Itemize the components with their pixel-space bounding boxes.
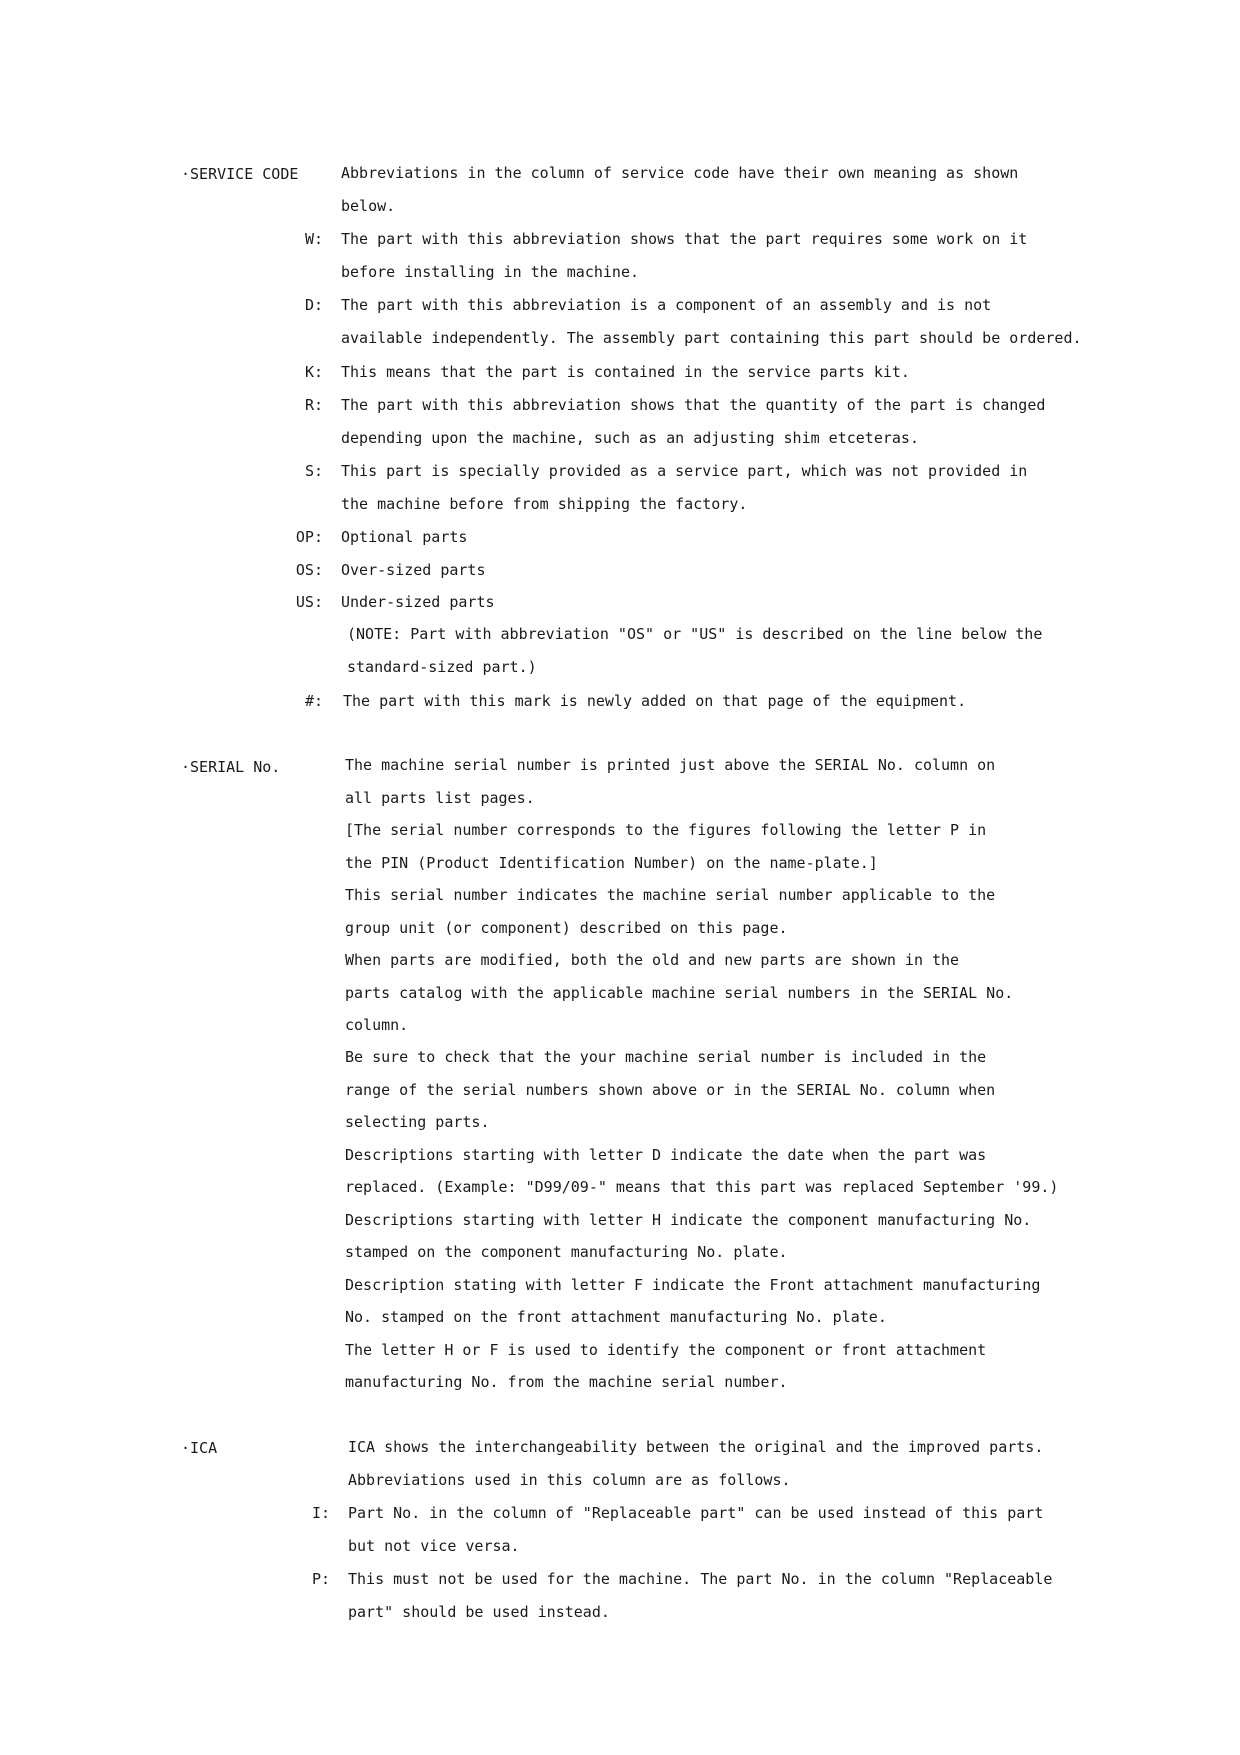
abbr-s-desc-2: the machine before from shipping the factory. xyxy=(341,495,748,513)
abbr-i-desc-1: Part No. in the column of "Replaceable part" can be used instead of this part xyxy=(348,1504,1044,1522)
abbr-i: I: xyxy=(311,1504,330,1522)
abbr-i-desc-2: but not vice versa. xyxy=(348,1537,520,1555)
abbr-os: OS: xyxy=(295,561,323,579)
note-line-2: standard-sized part.) xyxy=(347,658,537,676)
abbr-p-desc-1: This must not be used for the machine. The part No. in the column "Replaceable xyxy=(348,1570,1053,1588)
serial-line-3: [The serial number corresponds to the figures following the letter P in xyxy=(345,821,987,839)
abbr-us-desc: Under-sized parts xyxy=(341,593,495,611)
serial-line-13: Descriptions starting with letter D indicate the date when the part was xyxy=(345,1146,987,1164)
note-line-1: (NOTE: Part with abbreviation "OS" or "US" is described on the line below the xyxy=(347,625,1043,643)
serial-line-8: parts catalog with the applicable machine serial numbers in the SERIAL No. xyxy=(345,984,1014,1002)
abbr-d: D: xyxy=(304,296,323,314)
serial-line-16: stamped on the component manufacturing No. plate. xyxy=(345,1243,788,1261)
ica-intro-line-1: ICA shows the interchangeability between the original and the improved parts. xyxy=(348,1438,1044,1456)
abbr-w: W: xyxy=(304,230,323,248)
serial-line-6: group unit (or component) described on this page. xyxy=(345,919,788,937)
abbr-hash: #: xyxy=(304,692,323,710)
serial-line-20: manufacturing No. from the machine serial number. xyxy=(345,1373,788,1391)
serial-line-14: replaced. (Example: "D99/09-" means that this part was replaced September '99.) xyxy=(345,1178,1059,1196)
abbr-us: US: xyxy=(295,593,323,611)
abbr-hash-desc: The part with this mark is newly added on that page of the equipment. xyxy=(343,692,967,710)
serial-line-19: The letter H or F is used to identify the component or front attachment xyxy=(345,1341,987,1359)
service-code-label: ·SERVICE CODE xyxy=(181,165,299,183)
serial-line-7: When parts are modified, both the old and new parts are shown in the xyxy=(345,951,960,969)
abbr-k: K: xyxy=(304,363,323,381)
abbr-k-desc-1: This means that the part is contained in the service parts kit. xyxy=(341,363,910,381)
serial-line-10: Be sure to check that the your machine serial number is included in the xyxy=(345,1048,987,1066)
abbr-w-desc-1: The part with this abbreviation shows that the part requires some work on it xyxy=(341,230,1028,248)
serial-line-2: all parts list pages. xyxy=(345,789,535,807)
abbr-r-desc-1: The part with this abbreviation shows that the quantity of the part is changed xyxy=(341,396,1046,414)
abbr-op: OP: xyxy=(295,528,323,546)
abbr-s-desc-1: This part is specially provided as a service part, which was not provided in xyxy=(341,462,1028,480)
serial-line-18: No. stamped on the front attachment manufacturing No. plate. xyxy=(345,1308,887,1326)
abbr-s: S: xyxy=(304,462,323,480)
abbr-w-desc-2: before installing in the machine. xyxy=(341,263,640,281)
serial-line-9: column. xyxy=(345,1016,409,1034)
abbr-r: R: xyxy=(304,396,323,414)
serial-line-17: Description stating with letter F indicate the Front attachment manufacturing xyxy=(345,1276,1041,1294)
service-code-intro-line-2: below. xyxy=(341,197,396,215)
abbr-op-desc: Optional parts xyxy=(341,528,468,546)
serial-line-4: the PIN (Product Identification Number) on the name-plate.] xyxy=(345,854,878,872)
abbr-d-desc-1: The part with this abbreviation is a component of an assembly and is not xyxy=(341,296,992,314)
serial-line-12: selecting parts. xyxy=(345,1113,490,1131)
abbr-d-desc-2: available independently. The assembly part containing this part should be ordered. xyxy=(341,329,1082,347)
serial-line-11: range of the serial numbers shown above or in the SERIAL No. column when xyxy=(345,1081,996,1099)
abbr-p-desc-2: part" should be used instead. xyxy=(348,1603,610,1621)
serial-no-label: ·SERIAL No. xyxy=(181,758,281,776)
service-code-intro-line-1: Abbreviations in the column of service code have their own meaning as shown xyxy=(341,164,1019,182)
serial-line-15: Descriptions starting with letter H indicate the component manufacturing No. xyxy=(345,1211,1032,1229)
abbr-os-desc: Over-sized parts xyxy=(341,561,486,579)
abbr-r-desc-2: depending upon the machine, such as an adjusting shim etceteras. xyxy=(341,429,919,447)
ica-label: ·ICA xyxy=(181,1439,218,1457)
serial-line-1: The machine serial number is printed just above the SERIAL No. column on xyxy=(345,756,996,774)
ica-intro-line-2: Abbreviations used in this column are as follows. xyxy=(348,1471,791,1489)
serial-line-5: This serial number indicates the machine serial number applicable to the xyxy=(345,886,996,904)
abbr-p: P: xyxy=(311,1570,330,1588)
